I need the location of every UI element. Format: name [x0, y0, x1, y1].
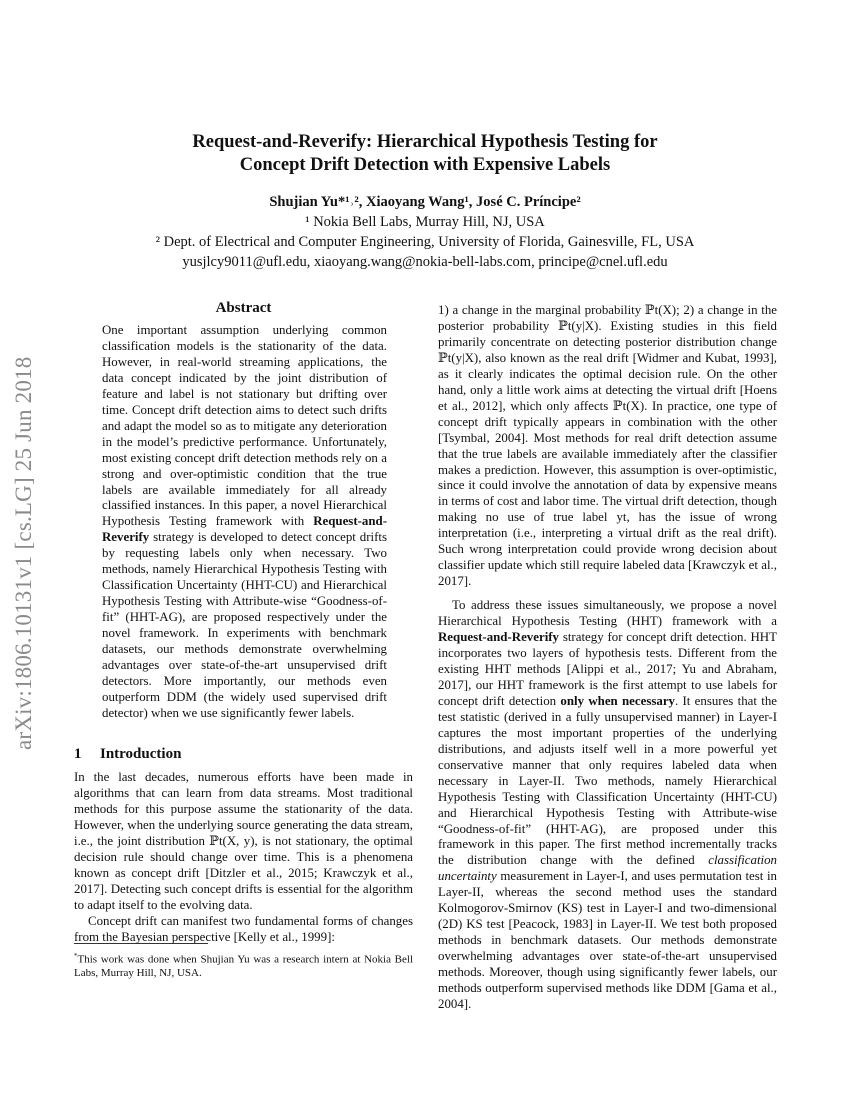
abstract-heading: Abstract	[215, 300, 272, 316]
affiliation-1: ¹ Nokia Bell Labs, Murray Hill, NJ, USA	[305, 214, 545, 230]
section-number: 1	[74, 746, 82, 762]
right-p2-text-d: measurement in Layer-I, and uses permutation test in Layer-II, whereas the second method uses the standard Kolmogorov-Smirnov (KS) test in Layer-I and two-dimensional (2D) KS test [Peacock, 1983] in Layer-II. We test both proposed methods in benchmark datasets. Our methods demonstrate overwhelming advantages over state-of-the-art unsupervised methods. Moreover, though using significantly fewer labels, our methods outperform supervised methods like DDM [Gama et al., 2004].	[438, 869, 777, 1011]
right-column-body	[438, 303, 777, 1013]
abstract-paragraph	[102, 323, 387, 722]
right-paragraph-1: 1) a change in the marginal probability ℙt(X); 2) a change in the posterior probability ℙt(y|X). Existing studies in this field primarily concentrate on detecting posterior distribution change ℙt(y|X), also known as the real drift [Widmer and Kubat, 1993], as it clearly indicates the optimal decision rule. On the other hand, only a little work aims at detecting the virtual drift [Hoens et al., 2012], which only affects ℙt(X). In practice, one type of concept drift typically appears in combination with the other [Tsymbal, 2004]. Most methods for real drift detection assume that the true labels are available immediately after the classifier makes a prediction. However, this assumption is over-optimistic, since it could involve the annotation of data by expensive means in terms of cost and labor time. The virtual drift detection, though making no use of true label yt, has the issue of wrong interpretation (i.e., interpreting a virtual drift as the real drift). Such wrong interpretation could provide wrong decision about classifier update which still require labeled data [Krawczyk et al., 2017].	[438, 303, 777, 589]
footnote-rule	[74, 943, 208, 944]
intro-paragraph-1: In the last decades, numerous efforts have been made in algorithms that can learn from data streams. Most traditional methods for this purpose assume the stationarity of the data. However, when the underlying source generating the data stream, i.e., the joint distribution ℙt(X, y), is not stationary, the optimal decision rule should change over time. This is a phenomena known as concept drift [Ditzler et al., 2015; Krawczyk et al., 2017]. Detecting such concept drifts is essential for the algorithm to adapt itself to the evolving data.	[74, 770, 413, 912]
right-p2-bold-necessary: only when necessary	[560, 693, 675, 708]
arxiv-identifier-stamp: arXiv:1806.10131v1 [cs.LG] 25 Jun 2018	[11, 356, 36, 750]
introduction-body	[74, 770, 413, 945]
abstract-body	[102, 323, 387, 722]
right-p2-bold-strategy: Request-and-Reverify	[438, 630, 560, 645]
footnote	[74, 950, 413, 981]
title-line-1: Request-and-Reverify: Hierarchical Hypothesis Testing for	[192, 132, 658, 152]
abstract-text-1: One important assumption underlying common classification models is the stationarity of the data. However, in real-world streaming applications, the data concept indicated by the joint distribution of feature and label is not stationary but drifting over time. Concept drift detection aims to detect such drifts and adapt the model so as to mitigate any deterioration in the model’s predictive performance. Unfortunately, most existing concept drift detection methods rely on a strong and over-optimistic condition that the true labels are available immediately for all already classified instances. In this paper, a novel Hierarchical Hypothesis Testing framework with	[102, 323, 387, 529]
paper-title	[120, 131, 730, 177]
author-names: Shujian Yu*¹˒², Xiaoyang Wang¹, José C. Príncipe²	[269, 194, 581, 210]
author-emails: yusjlcy9011@ufl.edu, xiaoyang.wang@nokia-bell-labs.com, principe@cnel.ufl.edu	[182, 254, 668, 270]
right-p2-text-a: To address these issues simultaneously, we propose a novel Hierarchical Hypothesis Testing (HHT) framework with a	[438, 598, 777, 629]
right-p2-text-b: strategy for concept drift detection. HHT incorporates two layers of hypothesis tests. Different from the existing HHT methods [Alippi et al., 2017; Yu and Abraham, 2017], our HHT framework is the first attempt to use labels for concept drift detection	[438, 630, 777, 708]
abstract-text-2: strategy is developed to detect concept drifts by requesting labels only when necessary. Two methods, namely Hierarchical Hypothesis Testing with Classification Uncertainty (HHT-CU) and Hierarchical Hypothesis Testing with Attribute-wise “Goodness-of-fit” (HHT-AG), are proposed respectively under the novel framework. In experiments with benchmark datasets, our methods demonstrate overwhelming advantages over state-of-the-art unsupervised drift detectors. More importantly, our methods even outperform DDM (the widely used supervised drift detector) when we use significantly fewer labels.	[102, 530, 387, 720]
right-paragraph-2	[438, 598, 777, 1013]
abstract-bold-term: Request-and-Reverify	[102, 514, 387, 545]
intro-paragraph-2: Concept drift can manifest two fundamental forms of changes from the Bayesian perspective [Kelly et al., 1999]:	[74, 913, 413, 944]
section-heading-introduction	[74, 746, 181, 763]
footnote-text: This work was done when Shujian Yu was a research intern at Nokia Bell Labs, Murray Hill, NJ, USA.	[74, 953, 413, 980]
footnote-mark: *	[74, 952, 78, 960]
right-p2-text-c: . It ensures that the test statistic (derived in a fully unsupervised manner) in Layer-I captures the most important properties of the underlying distributions, and adjusts itself well in a more powerful yet conservative manner that only requires labeled data when necessary in Layer-II. Two methods, namely Hierarchical Hypothesis Testing with Classification Uncertainty (HHT-CU) and Hierarchical Hypothesis Testing with Attribute-wise “Goodness-of-fit” (HHT-AG), are proposed under this framework in this paper. The first method incrementally tracks the distribution change with the defined	[438, 693, 777, 868]
author-block	[100, 192, 750, 272]
title-line-2: Concept Drift Detection with Expensive Labels	[239, 155, 611, 175]
right-p2-italic-term: classification uncertainty	[438, 853, 777, 884]
affiliation-2: ² Dept. of Electrical and Computer Engineering, University of Florida, Gainesville, FL, USA	[155, 234, 695, 250]
section-title: Introduction	[100, 746, 182, 762]
